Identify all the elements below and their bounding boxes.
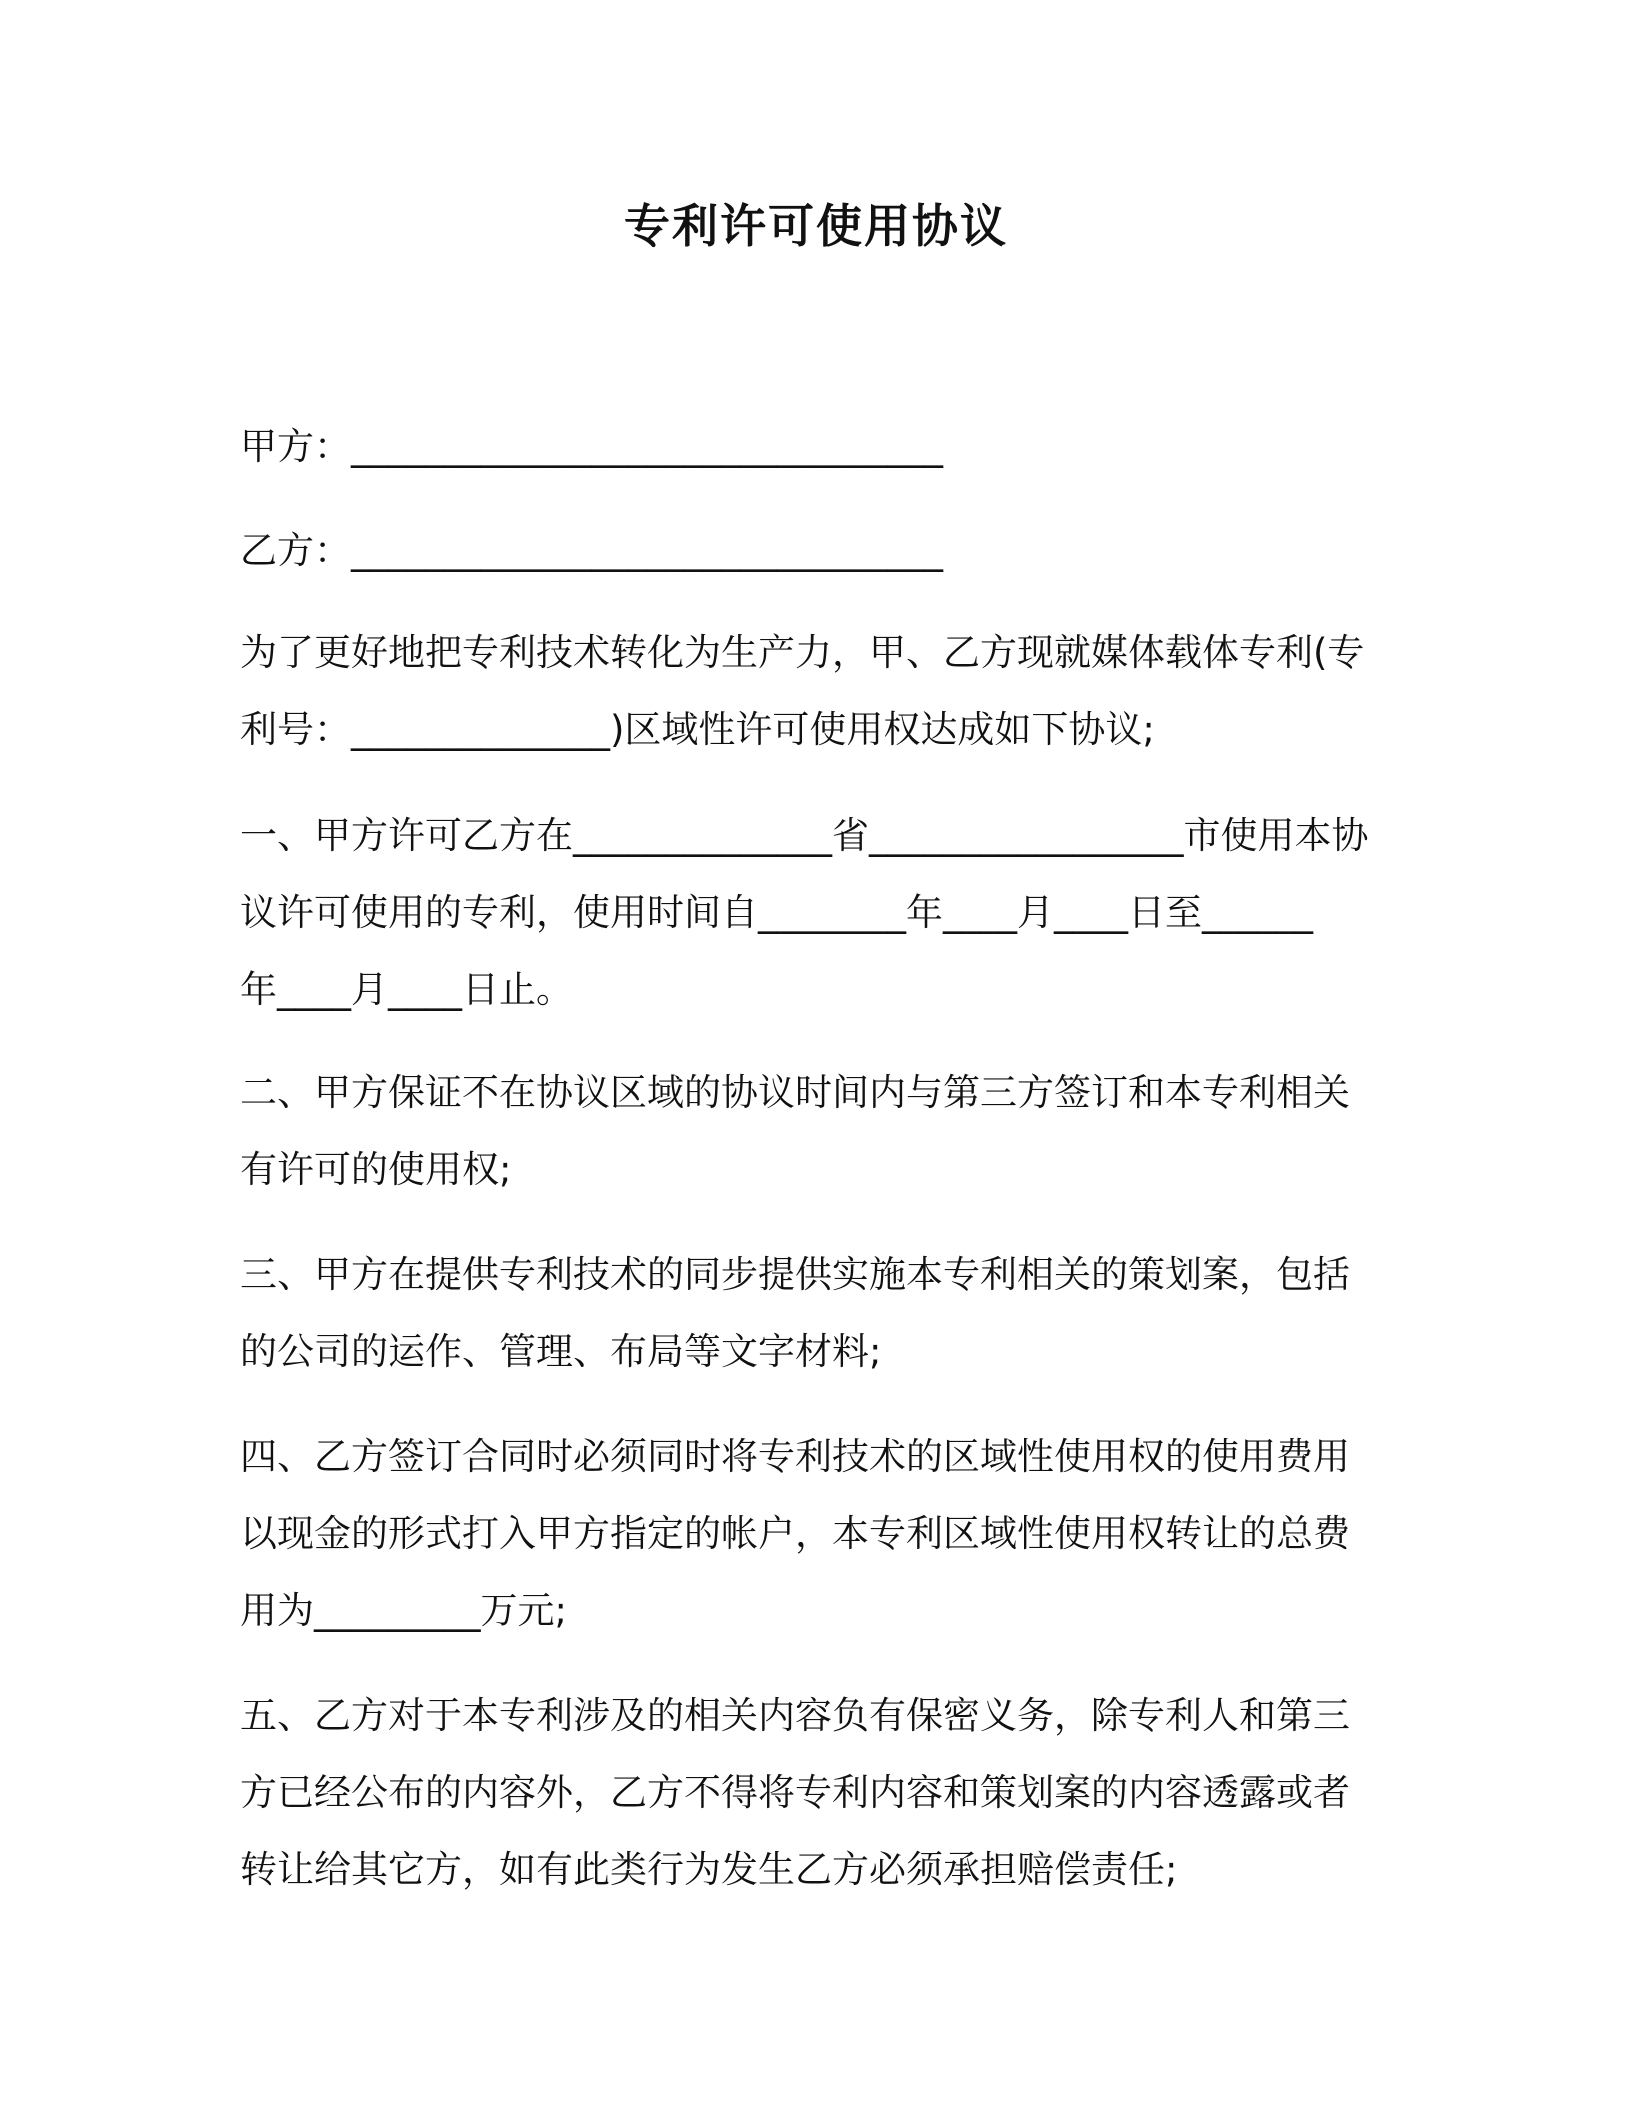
clause-line: 的公司的运作、管理、布局等文字材料;: [240, 1330, 882, 1373]
party-b-line: [240, 512, 1370, 589]
clause-2-paragraph: [240, 1054, 1370, 1208]
clause-line: 转让给其它方，如有此类行为发生乙方必须承担赔偿责任;: [240, 1848, 1178, 1891]
clause-5-paragraph: [240, 1677, 1370, 1908]
party-b-text: 乙方：________________________________: [240, 529, 943, 572]
clause-line: 方已经公布的内容外，乙方不得将专利内容和策划案的内容透露或者: [240, 1771, 1350, 1814]
clause-line: 有许可的使用权;: [240, 1148, 512, 1191]
clause-line: 三、甲方在提供专利技术的同步提供实施本专利相关的策划案，包括: [240, 1253, 1350, 1296]
clause-line: 五、乙方对于本专利涉及的相关内容负有保密义务，除专利人和第三: [240, 1694, 1350, 1737]
clause-line: 一、甲方许可乙方在______________省_________________市使用本协: [240, 814, 1369, 857]
party-a-text: 甲方：________________________________: [240, 425, 943, 468]
preamble-line: 利号：______________)区域性许可使用权达成如下协议;: [240, 708, 1155, 751]
clause-3-paragraph: [240, 1236, 1370, 1390]
clause-line: 议许可使用的专利，使用时间自________年____月____日至______: [240, 891, 1313, 934]
clause-line: 用为_________万元;: [240, 1589, 567, 1632]
party-a-line: [240, 408, 1370, 485]
clause-line: 四、乙方签订合同时必须同时将专利技术的区域性使用权的使用费用: [240, 1435, 1350, 1478]
clause-line: 年____月____日止。: [240, 968, 573, 1011]
preamble-paragraph: [240, 614, 1370, 768]
clause-line: 二、甲方保证不在协议区域的协议时间内与第三方签订和本专利相关: [240, 1071, 1350, 1114]
clause-4-paragraph: [240, 1418, 1370, 1649]
preamble-line: 为了更好地把专利技术转化为生产力，甲、乙方现就媒体载体专利(专: [240, 631, 1365, 674]
document-title: 专利许可使用协议: [624, 199, 1008, 253]
clause-1-paragraph: [240, 797, 1370, 1028]
clause-line: 以现金的形式打入甲方指定的帐户，本专利区域性使用权转让的总费: [240, 1512, 1350, 1555]
